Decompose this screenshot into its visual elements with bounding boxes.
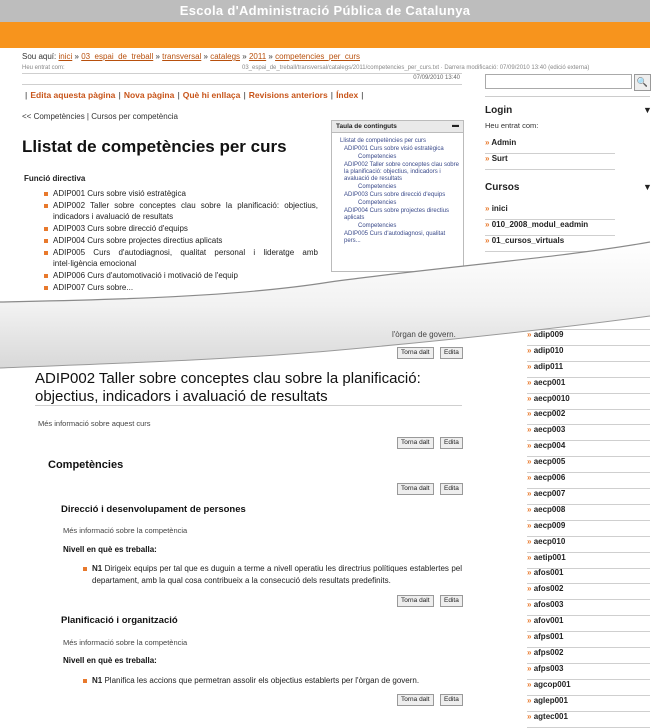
- sidebar-course-link[interactable]: [527, 616, 650, 632]
- sidebar-course-link[interactable]: [527, 394, 650, 410]
- sidebar-course-link[interactable]: [527, 489, 650, 505]
- course-link[interactable]: ADIP007 Curs sobre...: [44, 282, 318, 293]
- chevron-icon: »: [527, 345, 530, 355]
- sidebar-course-link[interactable]: [527, 680, 650, 696]
- sidebar-course-link[interactable]: [527, 632, 650, 648]
- course-heading: ADIP002 Taller sobre conceptes clau sobre la planificació: objectius, indicadors i avaluació de resultats: [35, 370, 421, 405]
- back-to-top-button[interactable]: Torna dalt: [397, 347, 434, 359]
- back-to-top-button[interactable]: Torna dalt: [397, 595, 434, 607]
- sidebar-course-link[interactable]: [527, 457, 650, 473]
- sidebar-course-link[interactable]: [527, 425, 650, 441]
- tail-text: l'òrgan de govern.: [392, 330, 456, 339]
- chevron-icon: »: [527, 616, 530, 626]
- breadcrumb-sep: »: [268, 52, 273, 61]
- sidebar-link-label: 010_2008_modul_eadmin: [491, 220, 589, 229]
- chevron-icon: »: [527, 457, 530, 467]
- orange-band: [0, 22, 650, 48]
- sidebar-link-label: afov001: [533, 616, 564, 626]
- sidebar-course-link[interactable]: [527, 473, 650, 489]
- sidebar-link-label: aglep001: [533, 695, 568, 705]
- breadcrumb-link-catalegs[interactable]: catalegs: [210, 52, 241, 61]
- course-link[interactable]: ADIP006 Curs d'automotivació i motivació de l'equip: [44, 270, 318, 281]
- sidebar-link-label: afps003: [533, 663, 564, 673]
- breadcrumb-sep: »: [155, 52, 160, 61]
- toc-header[interactable]: [332, 121, 463, 133]
- backlinks-link[interactable]: Què hi enllaça: [182, 90, 241, 100]
- path-meta: 03_espai_de_treball/transversal/catalegs/2011/competencies_per_curs.txt · Darrera modificació: 07/09/2010 13:40 (edició externa): [242, 65, 590, 71]
- level-label: Nivell en què es treballa:: [63, 545, 157, 554]
- chevron-icon: »: [527, 361, 530, 371]
- edit-section-button[interactable]: Edita: [440, 437, 463, 449]
- chevron-icon: »: [527, 425, 530, 435]
- competency-title: Direcció i desenvolupament de persones: [61, 504, 246, 515]
- sidebar-course-link[interactable]: [527, 409, 650, 425]
- toc-toggle-icon[interactable]: ▬: [452, 122, 459, 129]
- torn-page-divider: [0, 240, 650, 375]
- chevron-icon: »: [527, 584, 530, 594]
- toc-item[interactable]: ADIP004 Curs sobre projectes directius aplicats: [344, 208, 450, 221]
- chevron-icon: »: [527, 679, 530, 689]
- page-actions: | Edita aquesta pàgina | Nova pàgina | Què hi enllaça | Revisions anteriors | Índex |: [25, 90, 364, 100]
- breadcrumb-sep: »: [203, 52, 208, 61]
- page-title: Llistat de competències per curs: [22, 137, 287, 156]
- chevron-icon: »: [527, 695, 530, 705]
- sidebar-link-label: afos001: [533, 568, 564, 578]
- sidebar-course-link[interactable]: [527, 600, 650, 616]
- sidebar-link-label: aecp005: [533, 457, 566, 467]
- courses-heading-text: Cursos: [485, 182, 520, 193]
- breadcrumb: [22, 52, 360, 61]
- sidebar-link-surt[interactable]: [485, 154, 615, 170]
- toc-item[interactable]: Llistat de competències per curs: [340, 138, 427, 144]
- sidebar-link-label: aecp010: [533, 536, 566, 546]
- sidebar-course-link[interactable]: [527, 696, 650, 712]
- course-link[interactable]: ADIP004 Curs sobre projectes directius aplicats: [44, 235, 318, 246]
- sidebar-link-label: aecp004: [533, 441, 566, 451]
- breadcrumb-link-inici[interactable]: inici: [58, 52, 73, 61]
- collapse-icon[interactable]: ▼: [643, 182, 652, 192]
- chevron-icon: »: [527, 632, 530, 641]
- divider: [22, 84, 462, 85]
- toc-item[interactable]: Competencies: [358, 223, 397, 229]
- divider: [485, 96, 650, 97]
- level-text: Dirigeix equips per tal que es duguin a terme a nivell operatiu les directrius polítiques establertes pel departament, amb la qual cosa contribueix a la consecució dels resultats predefinits.: [92, 564, 462, 585]
- sidebar-course-link[interactable]: [527, 664, 650, 680]
- chevron-icon: »: [485, 236, 488, 245]
- sidebar-course-link[interactable]: [527, 378, 650, 394]
- sidebar-course-link[interactable]: [527, 584, 650, 600]
- sidebar-link-label: inici: [491, 204, 508, 213]
- chevron-icon: »: [485, 204, 488, 213]
- chevron-icon: »: [527, 377, 530, 387]
- sidebar-link-label: aecp0010: [533, 393, 570, 403]
- sidebar-course-link[interactable]: [527, 553, 650, 569]
- course-link[interactable]: ADIP001 Curs sobre visió estratègica: [44, 188, 318, 199]
- edit-section-button[interactable]: Edita: [440, 483, 463, 495]
- sidebar-link-label: Admin: [491, 138, 517, 147]
- breadcrumb-link-espai[interactable]: 03_espai_de_treball: [81, 52, 154, 61]
- collapse-icon[interactable]: ▼: [643, 105, 652, 115]
- level-code: N1: [92, 564, 103, 573]
- chevron-icon: »: [527, 473, 530, 482]
- search-button[interactable]: 🔍: [634, 74, 651, 91]
- login-meta: Heu entrat com:: [22, 65, 65, 71]
- toc-body: [332, 133, 463, 245]
- course-more-link[interactable]: Més informació sobre aquest curs: [38, 419, 151, 428]
- toc-item[interactable]: Competencies: [358, 200, 397, 206]
- chevron-icon: »: [527, 647, 530, 657]
- sidebar-course-link[interactable]: [485, 204, 615, 220]
- toc-item[interactable]: ADIP001 Curs sobre visió estratègica: [344, 146, 444, 152]
- sidebar-link-label: agcop001: [533, 679, 571, 689]
- sidebar-link-label: agtec001: [533, 711, 568, 721]
- sidebar-link-label: aetip001: [533, 552, 566, 562]
- sidebar-link-label: 01_cursos_virtuals: [491, 236, 565, 245]
- sidebar-link-admin[interactable]: [485, 138, 615, 154]
- toc-title: Taula de continguts: [336, 123, 397, 130]
- sidebar-course-link[interactable]: [527, 441, 650, 457]
- competencies-heading: Competències: [48, 459, 124, 471]
- level-item: [92, 563, 462, 587]
- competency-more-link[interactable]: Més informació sobre la competència: [63, 526, 188, 535]
- search-input[interactable]: [485, 74, 632, 89]
- toc-item[interactable]: Competencies: [358, 154, 397, 160]
- breadcrumb-prefix: Sou aquí:: [22, 52, 57, 61]
- bullet-icon: [83, 679, 87, 683]
- login-heading-text: Login: [485, 105, 513, 116]
- login-status: Heu entrat com:: [485, 121, 539, 130]
- back-to-top-button[interactable]: Torna dalt: [397, 437, 434, 449]
- bullet-icon: [83, 567, 87, 571]
- toc-item[interactable]: Competencies: [358, 184, 397, 190]
- course-link[interactable]: ADIP002 Taller sobre conceptes clau sobre la planificació: objectius, indicadors i avaluació de resultats: [44, 200, 318, 222]
- chevron-icon: »: [527, 520, 530, 530]
- chevron-icon: »: [527, 663, 530, 673]
- sidebar-link-label: aecp006: [533, 473, 566, 482]
- chevron-icon: »: [527, 329, 530, 339]
- edit-section-button[interactable]: Edita: [440, 595, 463, 607]
- chevron-icon: »: [527, 441, 530, 451]
- chevron-icon: »: [485, 138, 488, 147]
- toc-item[interactable]: ADIP002 Taller sobre conceptes clau sobre la planificació: objectius, indicadors i avaluació de resultats: [344, 162, 459, 182]
- sidebar-link-label: Surt: [491, 154, 508, 163]
- site-title: Escola d'Administració Pública de Catalunya: [179, 3, 471, 18]
- sidebar-link-label: aecp009: [533, 520, 566, 530]
- sidebar-link-label: afos003: [533, 600, 564, 610]
- sidebar-link-label: adip011: [533, 361, 564, 371]
- index-link[interactable]: Índex: [336, 90, 359, 100]
- back-to-top-button[interactable]: Torna dalt: [397, 694, 434, 706]
- revisions-link[interactable]: Revisions anteriors: [248, 90, 328, 100]
- level-label: Nivell en què es treballa:: [63, 656, 157, 665]
- chevron-icon: »: [527, 393, 530, 403]
- breadcrumb-link-current[interactable]: competencies_per_curs: [275, 52, 360, 61]
- chevron-icon: »: [527, 409, 530, 419]
- breadcrumb-link-2011[interactable]: 2011: [248, 52, 267, 61]
- edit-section-button[interactable]: Edita: [440, 694, 463, 706]
- level-code: N1: [92, 676, 103, 685]
- breadcrumb-sep: »: [74, 52, 79, 61]
- sidebar-course-link[interactable]: [527, 568, 650, 584]
- courses-heading: [485, 182, 650, 193]
- edit-section-button[interactable]: Edita: [440, 347, 463, 359]
- sidebar-link-label: aecp003: [533, 425, 566, 435]
- edit-page-link[interactable]: Edita aquesta pàgina: [30, 90, 116, 100]
- divider: [35, 405, 462, 406]
- nav-links[interactable]: << Competències | Cursos per competència: [22, 112, 178, 121]
- sidebar-course-link[interactable]: [527, 712, 650, 728]
- chevron-icon: »: [485, 220, 488, 229]
- sidebar-link-label: aecp001: [533, 377, 566, 387]
- level-item: [92, 675, 462, 687]
- chevron-icon: »: [527, 568, 530, 578]
- sidebar-course-link[interactable]: [485, 220, 615, 236]
- sidebar-link-label: adip009: [533, 329, 564, 339]
- sidebar-course-link[interactable]: [527, 521, 650, 537]
- login-heading: [485, 105, 650, 116]
- level-text: Planifica les accions que permetran assolir els objectius establerts per l'òrgan de govern.: [104, 676, 420, 685]
- sidebar-link-label: aecp008: [533, 504, 566, 514]
- sidebar-course-link[interactable]: [527, 648, 650, 664]
- competency-title: Planificació i organització: [61, 615, 178, 626]
- breadcrumb-link-transversal[interactable]: transversal: [162, 52, 202, 61]
- chevron-icon: »: [527, 488, 530, 498]
- chevron-icon: »: [527, 600, 530, 610]
- site-header: [0, 0, 650, 22]
- date-meta: 07/09/2010 13:40: [413, 75, 460, 81]
- new-page-link[interactable]: Nova pàgina: [123, 90, 175, 100]
- sidebar-course-link[interactable]: [527, 505, 650, 521]
- breadcrumb-sep: »: [242, 52, 247, 61]
- chevron-icon: »: [527, 504, 530, 514]
- sidebar-link-label: adip010: [533, 345, 564, 355]
- course-link[interactable]: ADIP005 Curs d'autodiagnosi, qualitat personal i lideratge amb intel·ligència emocional: [44, 247, 318, 269]
- sidebar-link-label: aecp002: [533, 409, 566, 419]
- sidebar-link-label: aecp007: [533, 488, 566, 498]
- chevron-icon: »: [527, 711, 530, 721]
- sidebar-link-label: afos002: [533, 584, 564, 594]
- toc-item[interactable]: ADIP005 Curs d'autodiagnosi, qualitat pers...: [344, 231, 446, 244]
- sidebar-course-link[interactable]: [527, 537, 650, 553]
- course-link[interactable]: ADIP003 Curs sobre direcció d'equips: [44, 223, 318, 234]
- chevron-icon: »: [527, 552, 530, 562]
- competency-more-link[interactable]: Més informació sobre la competència: [63, 638, 188, 647]
- divider: [22, 73, 462, 74]
- chevron-icon: »: [485, 154, 488, 163]
- sidebar-link-label: afps001: [533, 632, 564, 641]
- section-heading: Funció directiva: [24, 174, 86, 183]
- chevron-icon: »: [527, 536, 530, 546]
- toc-item[interactable]: ADIP003 Curs sobre direcció d'equips: [344, 192, 446, 198]
- sidebar-link-label: afps002: [533, 647, 564, 657]
- back-to-top-button[interactable]: Torna dalt: [397, 483, 434, 495]
